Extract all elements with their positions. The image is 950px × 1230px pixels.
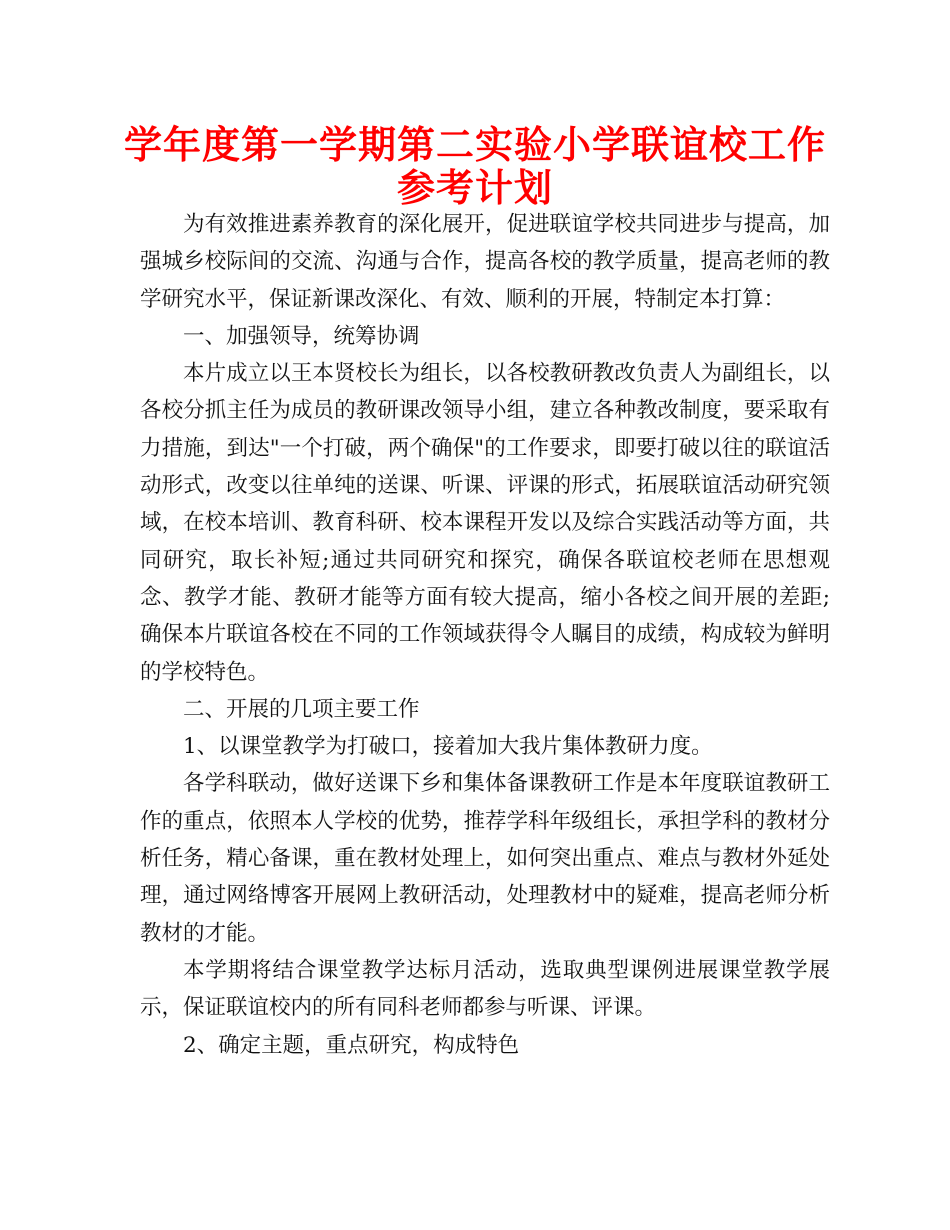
subheading-1: 1、以课堂教学为打破口，接着加大我片集体教研力度。 <box>183 734 713 760</box>
section-heading-1: 一、加强领导，统筹协调 <box>183 323 420 349</box>
subheading-2: 2、确定主题，重点研究，构成特色 <box>183 1032 520 1058</box>
paragraph-leadership: 本片成立以王本贤校长为组长，以各校教研教改负责人为副组长，以各校分抓主任为成员的教研课改领导小组，建立各种教改制度，要采取有力措施，到达"一个打破，两个确保"的工作要求，即要打破以往的联谊活动形式，改变以往单纯的送课、听课、评课的形式，拓展联谊活动研究领域，在校本培训、教育科研、校本课程开发以及综合实践活动等方面，共同研究，取长补短;通过共同研究和探究，确保各联谊校老师在思想观念、教学才能、教研才能等方面有较大提高，缩小各校之间开展的差距;确保本片联谊各校在不同的工作领域获得令人瞩目的成绩，构成较为鲜明的学校特色。 <box>140 361 830 685</box>
document-body <box>140 206 830 1064</box>
document-title-line-2: 参考计划 <box>396 166 553 210</box>
document-title-line-1: 学年度第一学期第二实验小学联谊校工作 <box>123 123 826 167</box>
section-heading-2: 二、开展的几项主要工作 <box>183 696 420 722</box>
paragraph-subject-linkage: 各学科联动，做好送课下乡和集体备课教研工作是本年度联谊教研工作的重点，依照本人学校的优势，推荐学科年级组长，承担学科的教材分析任务，精心备课，重在教材处理上，如何突出重点、难点与教材外延处理，通过网络博客开展网上教研活动，处理教材中的疑难，提高老师分析教材的才能。 <box>140 771 830 946</box>
paragraph-semester-plan: 本学期将结合课堂教学达标月活动，选取典型课例进展课堂教学展示，保证联谊校内的所有同科老师都参与听课、评课。 <box>140 957 830 1021</box>
paragraph-intro: 为有效推进素养教育的深化展开，促进联谊学校共同进步与提高，加强城乡校际间的交流、沟通与合作，提高各校的教学质量，提高老师的教学研究水平，保证新课改深化、有效、顺利的开展，特制定本打算： <box>140 212 830 312</box>
